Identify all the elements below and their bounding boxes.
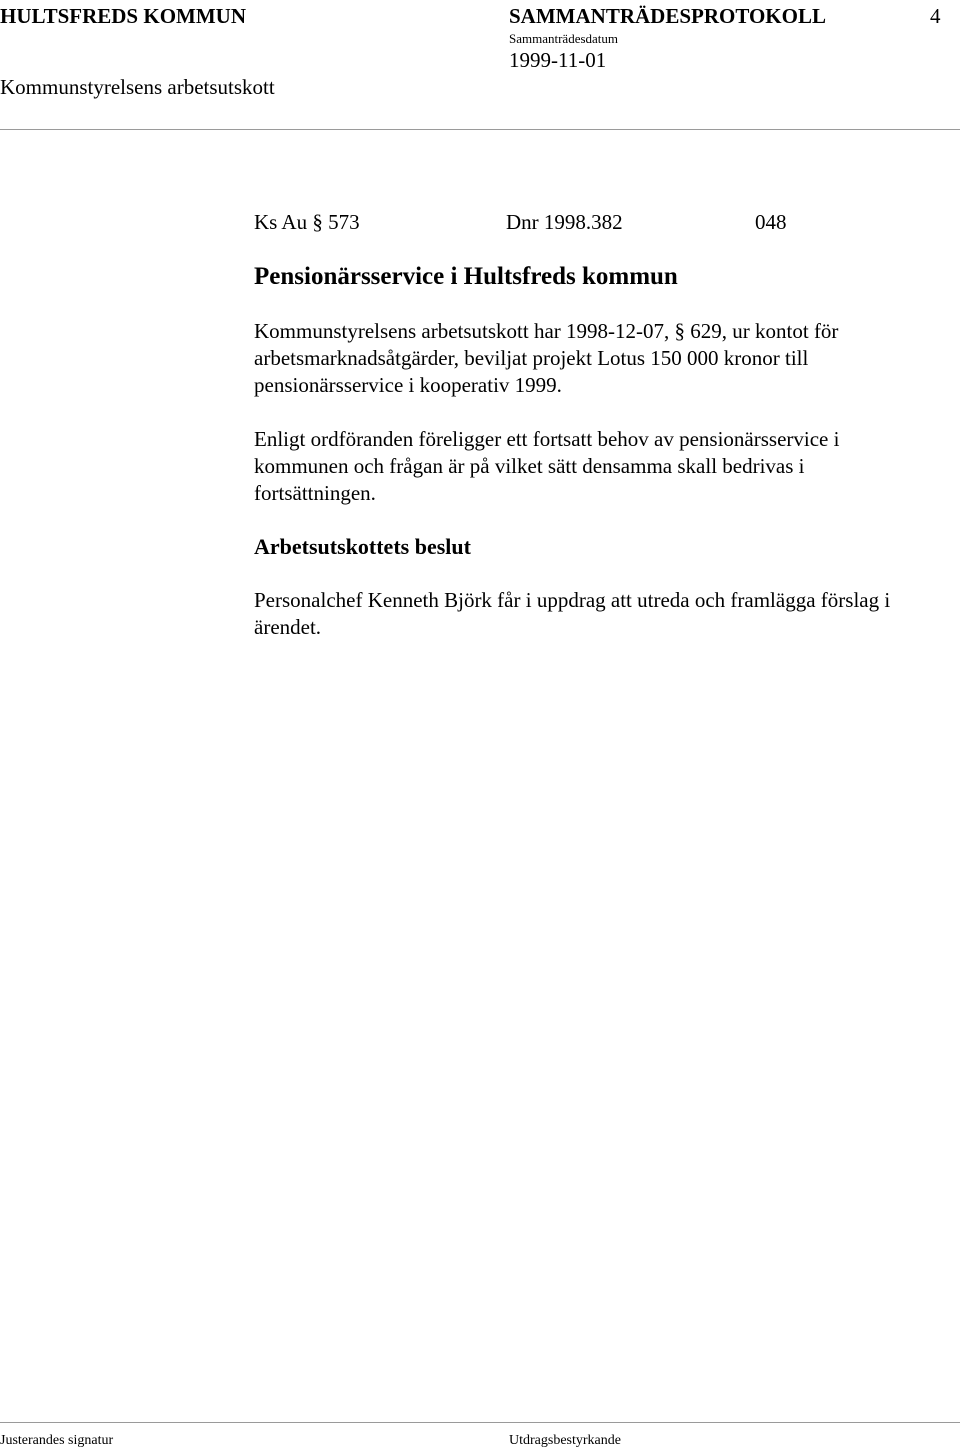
section-ref: Ks Au — [254, 210, 308, 234]
decision-heading: Arbetsutskottets beslut — [254, 534, 471, 559]
date-label: Sammanträdesdatum — [509, 31, 619, 46]
footer-divider — [0, 1422, 960, 1423]
section-number: 573 — [328, 210, 360, 234]
case-reference — [254, 209, 360, 236]
document-type: SAMMANTRÄDESPROTOKOLL — [509, 4, 826, 28]
paragraph-decision — [254, 587, 960, 641]
section-symbol: § — [674, 319, 686, 343]
certification-label: Utdragsbestyrkande — [509, 1433, 621, 1448]
text-fragment: Kommunstyrelsens arbetsutskott har 1998-12-07, — [254, 319, 670, 343]
paragraph-line: ärendet. — [254, 615, 322, 639]
page-title: Pensionärsservice i Hultsfreds kommun — [254, 263, 678, 290]
text-fragment: 629, ur kontot för — [690, 319, 839, 343]
paragraph-background — [254, 318, 960, 399]
paragraph-line: fortsättningen. — [254, 481, 376, 505]
paragraph-line: Personalchef Kenneth Björk får i uppdrag att utreda och framlägga förslag i — [254, 588, 891, 612]
paragraph-line: pensionärsservice i kooperativ 1999. — [254, 373, 562, 397]
diary-number: Dnr 1998.382 — [506, 210, 623, 234]
committee-name: Kommunstyrelsens arbetsutskott — [0, 75, 275, 99]
paragraph-line — [254, 318, 960, 345]
paragraph-line: Enligt ordföranden föreligger ett fortsatt behov av pensionärsservice i — [254, 427, 840, 451]
section-symbol: § — [312, 210, 323, 234]
paragraph-line: arbetsmarknadsåtgärder, beviljat projekt Lotus 150 000 kronor till — [254, 346, 809, 370]
signature-label: Justerandes signatur — [0, 1433, 114, 1448]
meeting-date: 1999-11-01 — [509, 48, 607, 72]
paragraph-line: kommunen och frågan är på vilket sätt densamma skall bedrivas i — [254, 454, 805, 478]
page-number: 4 — [930, 4, 941, 28]
organization-name: HULTSFREDS KOMMUN — [0, 4, 247, 28]
header-divider — [0, 129, 960, 130]
archive-code: 048 — [755, 210, 787, 234]
paragraph-chair-statement — [254, 426, 960, 507]
